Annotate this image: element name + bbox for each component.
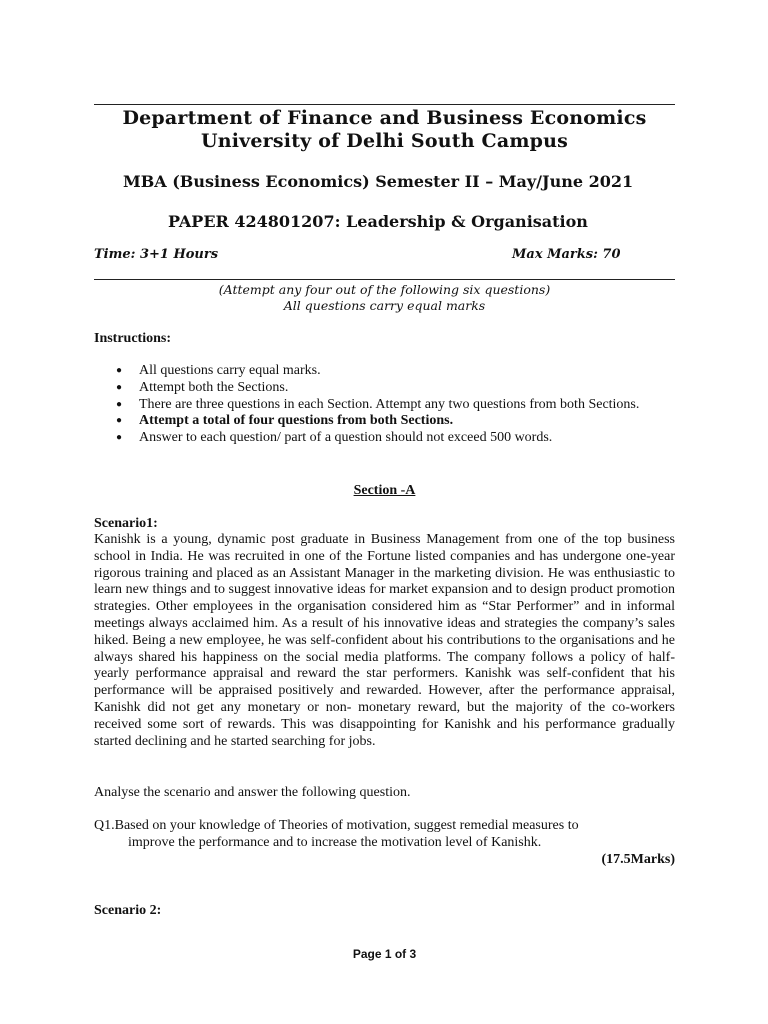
question-1	[94, 818, 675, 868]
attempt-note: (Attempt any four out of the following six questions)	[218, 282, 551, 297]
bullet-icon: ●	[116, 432, 123, 444]
department-title: Department of Finance and Business Economics	[122, 107, 647, 129]
instructions-list	[94, 363, 654, 447]
bullet-icon: ●	[116, 398, 123, 410]
equal-marks-note: All questions carry equal marks	[283, 298, 486, 313]
paper-title: PAPER 424801207: Leadership & Organisation	[168, 212, 588, 231]
page-number: Page 1 of 3	[352, 947, 417, 961]
list-item: ● There are three questions in each Section. Attempt any two questions from both Sections.	[116, 396, 640, 412]
bullet-icon: ●	[116, 415, 123, 427]
section-a-title: Section -A	[353, 483, 416, 498]
header-bottom-rule	[94, 279, 675, 280]
top-rule	[94, 104, 675, 105]
analyse-prompt: Analyse the scenario and answer the following question.	[94, 785, 411, 800]
question-1-line2: improve the performance and to increase the motivation level of Kanishk.	[128, 834, 542, 850]
university-title: University of Delhi South Campus	[200, 130, 569, 152]
question-1-marks: (17.5Marks)	[601, 851, 675, 867]
scenario1-text: Kanishk is a young, dynamic post graduate in Business Management from one of the top business school in India. He was recruited in one of the Fortune listed companies and has undergone one-year rigorous training and placed as an Assistant Manager in the marketing division. He was enthusiastic to learn new things and to suggest innovative ideas for market expansion and to design product promotion strategies. Other employees in the organisation considered him as “Star Performer” and in informal meetings always acclaimed him. As a result of his innovative ideas and strategies the company’s sales hiked. Being a new employee, he was self-confident about his contributions to the organisations and he always shared his happiness on the social media platforms. The company follows a policy of half-yearly performance appraisal and reward the star performers. Kanishk was self-confident that his performance will be appraised positively and rewarded. However, after the performance appraisal, Kanishk did not get any monetary or non- monetary reward, but the majority of the co-workers received some sort of rewards. This was disappointing for Kanishk and his performance gradually started declining and he started searching for jobs.	[94, 532, 675, 749]
scenario1-title: Scenario1:	[94, 516, 158, 531]
list-item: ● Answer to each question/ part of a question should not exceed 500 words.	[116, 430, 553, 446]
instructions-title: Instructions:	[94, 331, 172, 346]
list-item: ● Attempt a total of four questions from both Sections.	[116, 413, 454, 429]
list-item: ● All questions carry equal marks.	[116, 363, 321, 378]
list-item: ● Attempt both the Sections.	[116, 379, 289, 395]
bullet-icon: ●	[116, 381, 123, 393]
scenario2-title: Scenario 2:	[94, 903, 162, 918]
bullet-icon: ●	[116, 365, 123, 376]
time-label: Time: 3+1 Hours	[94, 247, 219, 262]
question-1-line1: Q1.Based on your knowledge of Theories of motivation, suggest remedial measures to	[94, 818, 579, 833]
max-marks-label: Max Marks: 70	[512, 247, 621, 262]
program-title: MBA (Business Economics) Semester II – May/June 2021	[123, 172, 634, 191]
